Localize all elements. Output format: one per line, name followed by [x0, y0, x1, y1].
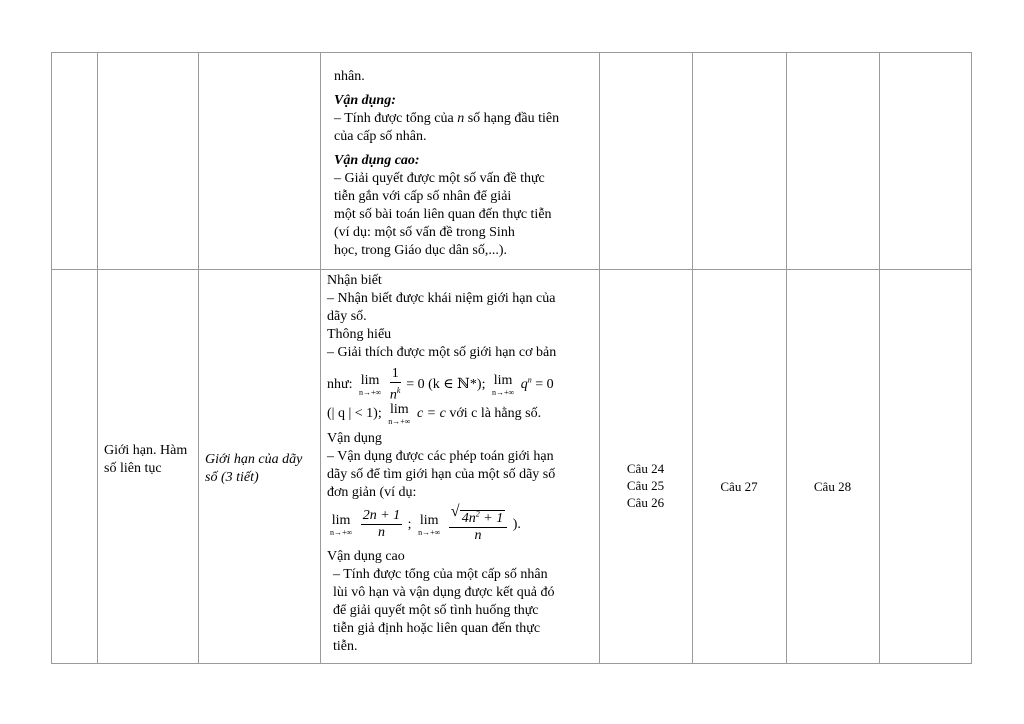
- text-line: – Vận dụng được các phép toán giới hạn: [327, 449, 554, 464]
- text-line: một số bài toán liên quan đến thực tiễn: [334, 207, 552, 222]
- text-line: để giải quyết một số tình huống thực: [333, 603, 539, 618]
- table-border: [971, 52, 972, 664]
- table-border: [97, 52, 98, 664]
- text-line: – Giải quyết được một số vấn đề thực: [334, 171, 545, 186]
- section-heading: Vận dụng cao:: [334, 153, 420, 168]
- text-line: – Tính được tổng của n số hạng đầu tiên: [334, 111, 560, 126]
- formula-text: (| q | < 1);: [327, 406, 382, 422]
- formula-text: ;: [407, 517, 412, 533]
- question-number: Câu 28: [813, 479, 852, 494]
- table-border: [198, 52, 199, 664]
- text-line: – Giải thích được một số giới hạn cơ bản: [327, 345, 557, 360]
- formula-text: = 0 (k ∈ ℕ*);: [406, 377, 486, 393]
- table-border: [879, 52, 880, 664]
- question-number: Câu 26: [626, 495, 665, 510]
- formula-text: ).: [512, 517, 521, 533]
- thong-hieu-cell: [692, 478, 786, 495]
- topic-text: Giới hạn. Hàm số liên tục: [104, 443, 188, 476]
- level-heading: Nhận biết: [327, 273, 382, 288]
- level-heading: Thông hiểu: [327, 327, 392, 342]
- level-heading: Vận dụng cao: [327, 549, 405, 564]
- formula-text: với c là hằng số.: [449, 406, 542, 422]
- formula-text: c = c: [416, 406, 446, 422]
- table-border: [692, 52, 693, 664]
- fraction: $\frac{1}{n^k}$: [389, 366, 401, 403]
- limit-symbol: lim n→+∞: [491, 372, 515, 397]
- sqrt-symbol: √ $4n^2 + 1$: [450, 503, 504, 526]
- text-line: tiễn.: [333, 639, 358, 654]
- text-line: dãy số để tìm giới hạn của một số dãy số: [327, 467, 556, 482]
- row2-content-cell: [327, 272, 593, 656]
- row1-content-cell: [334, 68, 596, 260]
- text-line: (ví dụ: một số vấn đề trong Sinh: [334, 225, 515, 240]
- formula-line: [327, 402, 593, 428]
- fraction: $\frac{2n + 1}{n}$: [362, 508, 401, 541]
- text-line: của cấp số nhân.: [334, 129, 427, 144]
- section-heading: Vận dụng:: [334, 93, 396, 108]
- limit-symbol: lim n→+∞: [418, 512, 441, 537]
- limit-symbol: lim n→+∞: [388, 402, 411, 426]
- text-line: học, trong Giáo dục dân số,...).: [334, 243, 508, 258]
- formula-text: q: [520, 377, 528, 393]
- text-line: nhân.: [334, 69, 365, 84]
- limit-symbol: lim n→+∞: [358, 372, 382, 397]
- question-number: Câu 24: [626, 461, 665, 476]
- table-border: [51, 52, 52, 664]
- table-border: [599, 52, 600, 664]
- level-heading: Vận dụng: [327, 431, 382, 446]
- unit-text: Giới hạn của dãy số (3 tiết): [205, 452, 303, 485]
- text-line: lùi vô hạn và vận dụng được kết quả đó: [333, 585, 555, 600]
- text-line: tiễn giả định hoặc liên quan đến thực: [333, 621, 541, 636]
- text-line: đơn giản (ví dụ:: [327, 485, 417, 500]
- table-border: [51, 52, 972, 53]
- formula-text: n: [527, 375, 532, 385]
- formula-line: [327, 366, 593, 403]
- table-border: [320, 52, 321, 664]
- topic-cell: [104, 442, 194, 478]
- formula-text: = 0: [535, 377, 554, 393]
- unit-cell: [205, 451, 317, 487]
- text-line: tiễn gắn với cấp số nhân để giải: [334, 189, 512, 204]
- formula-text: như:: [327, 377, 353, 393]
- van-dung-cell: [786, 478, 879, 495]
- nhan-biet-cell: [599, 460, 692, 511]
- table-border: [51, 269, 972, 270]
- limit-symbol: lim n→+∞: [330, 512, 353, 537]
- question-number: Câu 25: [626, 478, 665, 493]
- text-line: – Nhận biết được khái niệm giới hạn của: [327, 291, 556, 306]
- formula-line: [327, 503, 593, 546]
- text-line: dãy số.: [327, 309, 367, 324]
- question-number: Câu 27: [720, 479, 758, 494]
- table-border: [51, 663, 972, 664]
- fraction: √ $4n^2 + 1$ n: [449, 506, 507, 544]
- table-border: [786, 52, 787, 664]
- text-line: – Tính được tổng của một cấp số nhân: [333, 567, 548, 582]
